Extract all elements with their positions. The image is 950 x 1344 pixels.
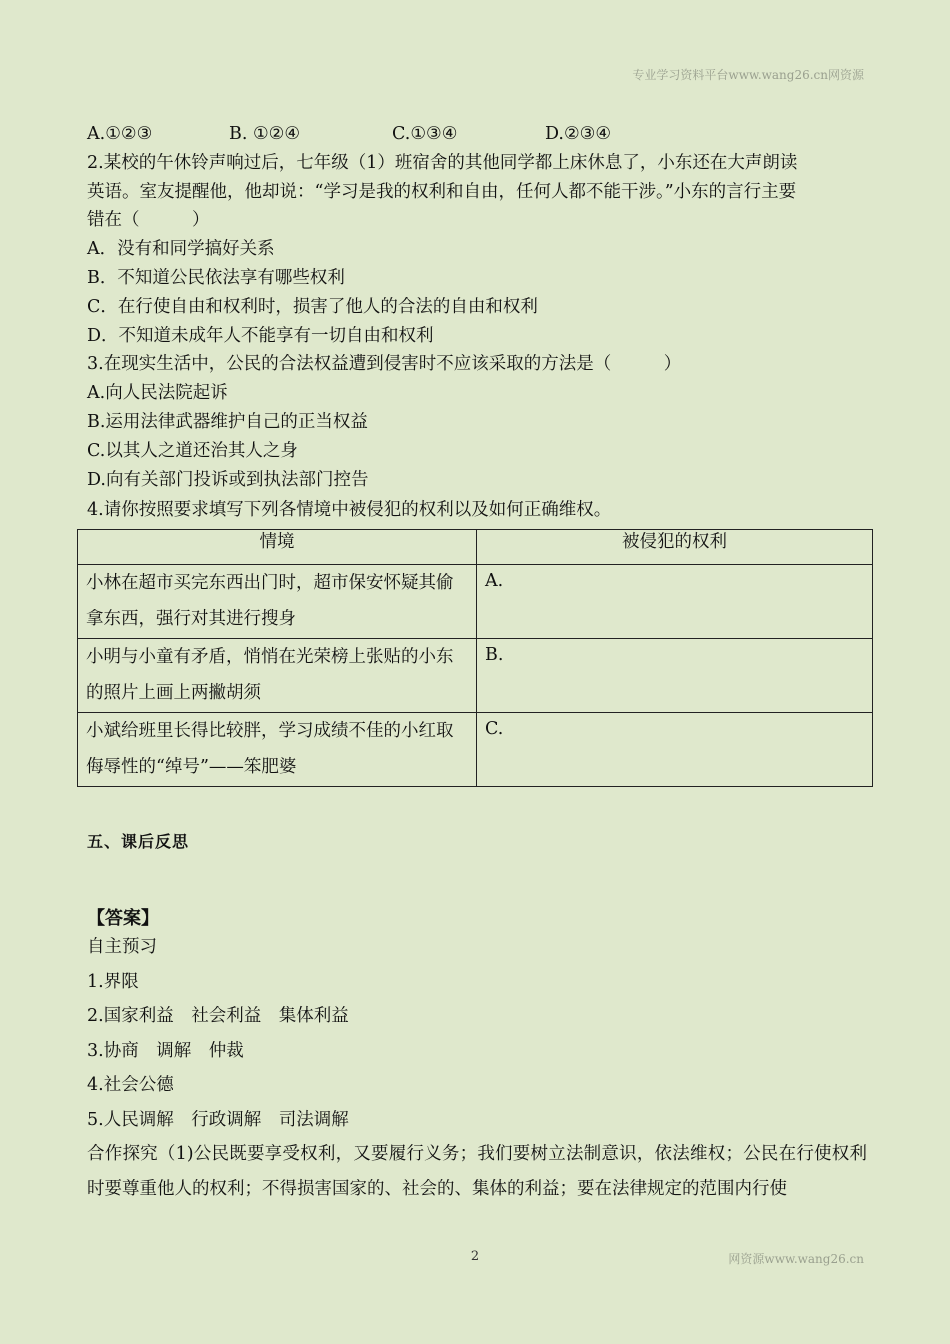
question-2 (87, 149, 877, 351)
table-header-row (78, 530, 873, 565)
q3-stem: 3.在现实生活中，公民的合法权益遭到侵害时不应该采取的方法是（ ） (87, 354, 682, 375)
answer-item: 5.人民调解 行政调解 司法调解 (87, 1109, 349, 1130)
table-row (78, 639, 873, 713)
situation-cell: 小明与小童有矛盾，悄悄在光荣榜上张贴的小东的照片上画上两撇胡须 (78, 639, 477, 713)
q2-option-c: C．在行使自由和权利时，损害了他人的合法的自由和权利 (87, 296, 538, 317)
question-3 (87, 350, 877, 494)
header-situation: 情境 (78, 530, 477, 565)
q2-stem-line: 英语。室友提醒他，他却说：“学习是我的权利和自由，任何人都不能干涉。”小东的言行主要 (87, 181, 797, 202)
answer-cell[interactable]: B. (477, 639, 873, 713)
answer-item: 2.国家利益 社会利益 集体利益 (87, 1006, 349, 1027)
answers-subtitle: 自主预习 (87, 937, 157, 958)
answer-cell[interactable]: C. (477, 713, 873, 787)
q1-option-c: C.①③④ (392, 124, 458, 144)
answer-item: 3.协商 调解 仲裁 (87, 1040, 244, 1061)
section-heading: 五、课后反思 (87, 832, 190, 852)
cooperative-inquiry-answer: 合作探究（1)公民既要享受权利，又要履行义务；我们要树立法制意识，依法维权；公民在行使权利时要尊重他人的权利；不得损害国家的、社会的、集体的利益；要在法律规定的范围内行使 (87, 1144, 867, 1199)
page-number: 2 (470, 1249, 480, 1264)
q3-option-c: C.以其人之道还治其人之身 (87, 440, 298, 461)
q2-option-a: A．没有和同学搞好关系 (87, 239, 275, 260)
table-row (78, 713, 873, 787)
page-content (87, 120, 877, 1206)
q2-stem-line: 2.某校的午休铃声响过后，七年级（1）班宿舍的其他同学都上床休息了，小东还在大声朗读 (87, 152, 798, 173)
q1-option-b: B. ①②④ (229, 124, 301, 144)
q3-option-d: D.向有关部门投诉或到执法部门控告 (87, 469, 369, 490)
q3-option-b: B.运用法律武器维护自己的正当权益 (87, 411, 368, 432)
answer-item: 1.界限 (87, 971, 139, 992)
table-row (78, 565, 873, 639)
answers-title: 【答案】 (87, 908, 159, 930)
q2-option-b: B．不知道公民依法享有哪些权利 (87, 267, 345, 288)
q1-options (87, 120, 877, 149)
q2-option-d: D．不知道未成年人不能享有一切自由和权利 (87, 325, 434, 346)
footer-watermark: 网资源www.wang26.cn (728, 1252, 864, 1266)
answer-cell[interactable]: A. (477, 565, 873, 639)
q1-option-d: D.②③④ (545, 124, 612, 144)
q4-stem: 4.请你按照要求填写下列各情境中被侵犯的权利以及如何正确维权。 (87, 500, 612, 521)
rights-table (77, 529, 873, 787)
q1-option-a: A.①②③ (87, 124, 153, 144)
header-watermark: 专业学习资料平台www.wang26.cn网资源 (632, 68, 864, 82)
q3-option-a: A.向人民法院起诉 (87, 383, 228, 404)
q2-stem-line: 错在（ ） (87, 210, 210, 231)
situation-cell: 小斌给班里长得比较胖，学习成绩不佳的小红取侮辱性的“绰号”——笨肥婆 (78, 713, 477, 787)
situation-cell: 小林在超市买完东西出门时，超市保安怀疑其偷拿东西，强行对其进行搜身 (78, 565, 477, 639)
answer-item: 4.社会公德 (87, 1075, 174, 1096)
header-rights: 被侵犯的权利 (477, 530, 873, 565)
